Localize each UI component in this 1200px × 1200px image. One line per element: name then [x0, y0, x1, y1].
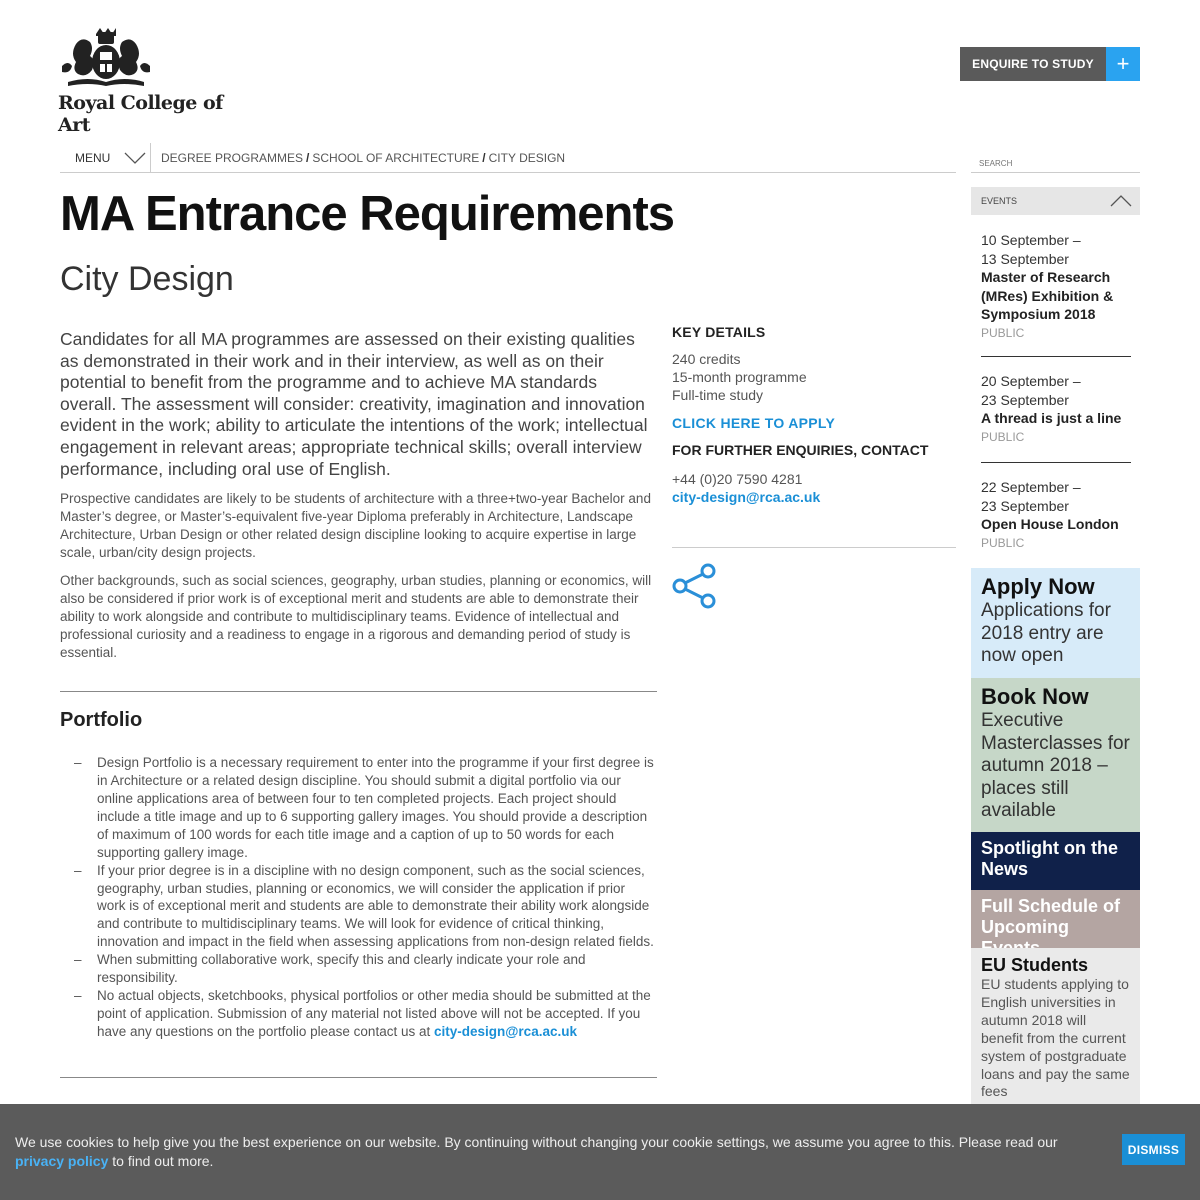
plus-icon[interactable]: +	[1106, 47, 1140, 81]
divider	[60, 1077, 657, 1078]
list-item: – If your prior degree is in a discipline with no design component, such as the social sciences, geography, urban studies, planning or economics, we will consider the application if prior work is of exceptional merit and students are able to demonstrate their ability work alongside and contribute to multidisciplinary teams. We will look for evidence of critical thinking, innovation and impact in the field when assessing applications from non-design related fields.	[60, 862, 657, 952]
candidates-paragraph: Prospective candidates are likely to be students of architecture with a three+two-year Bachelor and Master’s degree, or Master’s-equivalent five-year Diploma preferably in Architecture, Landscape Architecture, Urban Design or other related design discipline looking to acquire expertise in large scale, urban/city design projects.	[60, 491, 651, 561]
chevron-down-icon	[124, 152, 146, 164]
key-details-list	[672, 350, 956, 404]
credits: 240 credits	[672, 351, 741, 367]
enquire-to-study[interactable]	[960, 47, 1140, 81]
events-toggle[interactable]	[971, 187, 1140, 215]
promo-text: Executive Masterclasses for autumn 2018 – places still available	[981, 710, 1130, 821]
list-item	[60, 987, 657, 1041]
cookie-text-after: to find out more.	[112, 1153, 214, 1169]
key-details-heading: KEY DETAILS	[672, 324, 766, 340]
list-item: – Design Portfolio is a necessary requirement to enter into the programme if your first degree is in Architecture or a related design discipline. You should submit a digital portfolio via our online applications area of between four to ten completed projects. Each project should include a title image and up to 6 supporting gallery images. You should provide a description of maximum of 100 words for each title image and a caption of up to 50 words for each supporting gallery image.	[60, 754, 657, 861]
promo-heading: Spotlight on the News	[981, 838, 1118, 879]
event-name: Master of Research (MRes) Exhibition & Symposium 2018	[981, 269, 1114, 322]
promo-heading: Apply Now	[981, 574, 1095, 599]
divider	[672, 547, 956, 548]
logo-wordmark: Royal College of Art	[58, 92, 223, 136]
schedule-promo[interactable]	[971, 890, 1140, 948]
event-item[interactable]	[981, 478, 1131, 552]
breadcrumb-city-design[interactable]: CITY DESIGN	[488, 150, 566, 165]
event-date-start: 20 September –	[981, 373, 1081, 389]
breadcrumb-degree-programmes[interactable]: DEGREE PROGRAMMES	[161, 150, 304, 165]
royal-crest-icon	[58, 26, 154, 90]
promo-heading: Full Schedule of Upcoming	[981, 896, 1121, 937]
book-now-promo[interactable]	[971, 678, 1140, 832]
portfolio-email-link[interactable]: city-design@rca.ac.uk	[434, 1023, 577, 1039]
eu-students-promo[interactable]	[971, 948, 1140, 1108]
cookie-text-before: We use cookies to help give you the best experience on our website. By continuing without changing your cookie settings, we assume you agree to this. Please read our	[15, 1134, 1058, 1150]
cookie-banner	[0, 1104, 1200, 1200]
spotlight-promo[interactable]	[971, 832, 1140, 890]
cookie-message	[15, 1133, 1095, 1171]
event-date-start: 22 September –	[981, 479, 1081, 495]
promo-text: EU students applying to English universities in autumn 2018 will benefit from the current system of postgraduate loans and pay the same fees	[981, 976, 1130, 1100]
privacy-policy-link[interactable]: privacy policy	[15, 1153, 109, 1169]
events-label: EVENTS	[981, 196, 1018, 206]
page-title: MA Entrance Requirements	[60, 187, 675, 241]
portfolio-heading: Portfolio	[60, 709, 143, 732]
event-access: PUBLIC	[981, 429, 1025, 444]
menu-label: MENU	[75, 150, 111, 165]
rca-logo[interactable]	[58, 26, 258, 136]
event-date-end: 13 September	[981, 250, 1069, 267]
study-mode: Full-time study	[672, 387, 764, 403]
key-details	[672, 324, 956, 613]
contact-email-link[interactable]: city-design@rca.ac.uk	[672, 489, 821, 505]
promo-heading: EU Students	[981, 955, 1089, 975]
list-item-text: No actual objects, sketchbooks, physical portfolios or other media should be submitted at the point of application. Submission of any material not listed above will not be accepted. If you have any questions on the portfolio please contact us at	[97, 987, 651, 1039]
divider	[981, 356, 1131, 357]
promo-text: Applications for 2018 entry are now open	[981, 600, 1111, 666]
event-date-start: 10 September –	[981, 232, 1081, 248]
page-subtitle: City Design	[60, 260, 234, 298]
intro-paragraph: Candidates for all MA programmes are assessed on their existing qualities as demonstrated in their work and in their interview, as well as on their potential to benefit from the programme and to achieve MA standards overall. The assessment will consider: creativity, imagination and innovation evident in the work; ability to articulate the intentions of the work; intellectual engagement in relevant areas; appropriate technical skills; overall interview performance, including oral use of English.	[60, 329, 648, 479]
contact-info	[672, 470, 956, 506]
apply-now-promo[interactable]	[971, 568, 1140, 678]
breadcrumb-school-of-architecture[interactable]: SCHOOL OF ARCHITECTURE	[312, 150, 480, 165]
duration: 15-month programme	[672, 369, 807, 385]
phone-number: +44 (0)20 7590 4281	[672, 471, 803, 487]
breadcrumb: DEGREE PROGRAMMES / SCHOOL OF ARCHITECTURE / CITY DESIGN	[161, 150, 566, 165]
apply-link[interactable]: CLICK HERE TO APPLY	[672, 415, 836, 431]
promo-heading: Book Now	[981, 684, 1089, 709]
divider	[981, 462, 1131, 463]
event-item[interactable]	[981, 231, 1131, 342]
event-access: PUBLIC	[981, 325, 1025, 340]
list-item: – When submitting collaborative work, specify this and clearly indicate your role and responsibility.	[60, 951, 657, 987]
event-date-end: 23 September	[981, 391, 1069, 408]
dismiss-button[interactable]: DISMISS	[1122, 1134, 1185, 1165]
backgrounds-paragraph: Other backgrounds, such as social sciences, geography, urban studies, planning or economics, will also be considered if prior work is of exceptional merit and students are able to demonstrate their ability to work alongside and contribute to multidisciplinary teams. Evidence of intellectual and professional curiosity and a readiness to engage in a rigorous and demanding period of study is essential.	[60, 573, 652, 661]
divider	[60, 691, 657, 692]
search-input[interactable]	[971, 145, 1140, 173]
portfolio-list	[60, 754, 657, 1041]
main-content	[60, 329, 657, 1078]
event-access: PUBLIC	[981, 535, 1025, 550]
event-item[interactable]	[981, 372, 1131, 446]
menu-toggle[interactable]	[60, 143, 151, 173]
event-name: A thread is just a line	[981, 410, 1122, 426]
enquire-button[interactable]: ENQUIRE TO STUDY	[960, 47, 1106, 81]
event-date-end: 23 September	[981, 497, 1069, 514]
share-button[interactable]	[672, 562, 956, 613]
share-icon	[672, 562, 718, 610]
navigation-bar	[60, 143, 956, 173]
enquiries-heading: FOR FURTHER ENQUIRIES, CONTACT	[672, 442, 929, 458]
event-name: Open House London	[981, 516, 1119, 532]
chevron-up-icon	[1110, 195, 1132, 207]
